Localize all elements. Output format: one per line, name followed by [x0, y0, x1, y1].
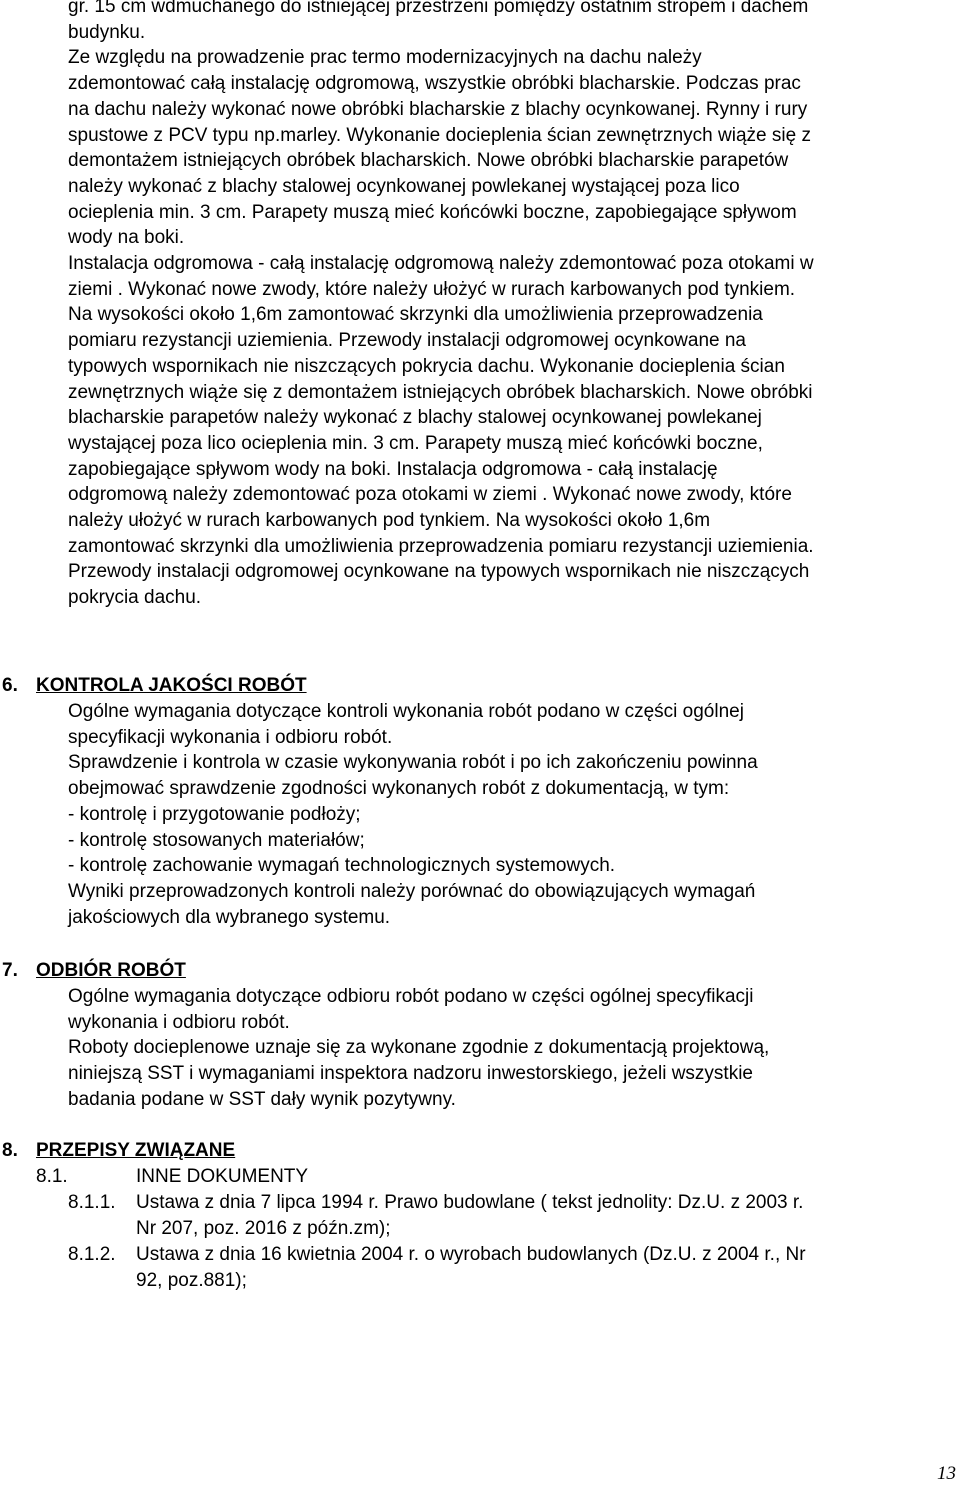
text-line: Ustawa z dnia 16 kwietnia 2004 r. o wyrobach budowlanych (Dz.U. z 2004 r., Nr: [136, 1244, 806, 1265]
list-item: - kontrolę zachowanie wymagań technologicznych systemowych.: [68, 855, 616, 877]
text-line: Roboty docieplenowe uznaje się za wykonane zgodnie z dokumentacją projektową,: [68, 1037, 770, 1059]
continuation-paragraph: [68, 0, 948, 611]
text-line: Nr 207, poz. 2016 z późn.zm);: [136, 1217, 391, 1239]
page-number: 13: [937, 1463, 956, 1484]
text-line: spustowe z PCV typu np.marley. Wykonanie docieplenia ścian zewnętrznych wiąże się z: [68, 124, 811, 146]
text-line: zapobiegające spływom wody na boki. Instalacja odgromowa - całą instalację: [68, 458, 718, 480]
text-line: Sprawdzenie i kontrola w czasie wykonywania robót i po ich zakończeniu powinna: [68, 752, 758, 774]
subsection-number: 8.1.: [36, 1166, 68, 1187]
text-line: gr. 15 cm wdmuchanego do istniejącej przestrzeni pomiędzy ostatnim stropem i dachem: [68, 0, 809, 17]
item-number: 8.1.1.: [68, 1192, 116, 1213]
list-item: - kontrolę stosowanych materiałów;: [68, 829, 365, 851]
text-line: badania podane w SST dały wynik pozytywny.: [68, 1088, 456, 1110]
section-heading: [0, 958, 960, 984]
section-number: 6.: [2, 675, 18, 696]
text-line: wody na boki.: [68, 227, 185, 249]
text-line: należy wykonać z blachy stalowej ocynkowanej powlekanej wystającej poza lico: [68, 175, 740, 197]
text-line: odgromową należy zdemontować poza otokami w ziemi . Wykonać nowe zwody, które: [68, 484, 792, 506]
text-line: Ogólne wymagania dotyczące odbioru robót podano w części ogólnej specyfikacji: [68, 986, 754, 1007]
text-line: wykonania i odbioru robót.: [68, 1011, 290, 1033]
text-line: jakościowych dla wybranego systemu.: [68, 906, 391, 928]
section-6: [0, 673, 960, 928]
section-number: 7.: [2, 960, 18, 981]
text-line: wystającej poza lico ocieplenia min. 3 cm. Parapety muszą mieć końcówki boczne,: [68, 432, 763, 454]
text-line: demontażem istniejących obróbek blacharskich. Nowe obróbki blacharskie parapetów: [68, 150, 789, 172]
section-number: 8.: [2, 1140, 18, 1161]
text-line: ocieplenia min. 3 cm. Parapety muszą mieć końcówki boczne, zapobiegające spływom: [68, 201, 797, 223]
text-line: Wyniki przeprowadzonych kontroli należy porównać do obowiązujących wymagań: [68, 880, 756, 902]
text-line: Na wysokości około 1,6m zamontować skrzynki dla umożliwienia przeprowadzenia: [68, 304, 763, 326]
section-body: [68, 699, 948, 930]
text-line: na dachu należy wykonać nowe obróbki blacharskie z blachy ocynkowanej. Rynny i rury: [68, 98, 808, 120]
text-line: zdemontować całą instalację odgromową, wszystkie obróbki blacharskie. Podczas prac: [68, 73, 801, 95]
text-line: Przewody instalacji odgromowej ocynkowane na typowych wspornikach nie niszczących: [68, 561, 810, 583]
text-line: specyfikacji wykonania i odbioru robót.: [68, 726, 393, 748]
text-line: 92, poz.881);: [136, 1269, 247, 1291]
section-title: ODBIÓR ROBÓT: [36, 960, 186, 981]
text-line: należy ułożyć w rurach karbowanych pod tynkiem. Na wysokości około 1,6m: [68, 510, 711, 532]
section-title: PRZEPISY ZWIĄZANE: [36, 1140, 236, 1161]
text-line: Ustawa z dnia 7 lipca 1994 r. Prawo budowlane ( tekst jednolity: Dz.U. z 2003 r.: [136, 1192, 804, 1213]
text-line: zewnętrznych wiąże się z demontażem istniejących obróbek blacharskich. Nowe obróbki: [68, 381, 813, 403]
text-line: pomiaru rezystancji uziemienia. Przewody instalacji odgromowej ocynkowane na: [68, 330, 746, 352]
section-8: [0, 1138, 960, 1291]
section-title: KONTROLA JAKOŚCI ROBÓT: [36, 675, 307, 696]
item-text: [136, 1242, 946, 1293]
text-line: ziemi . Wykonać nowe zwody, które należy ułożyć w rurach karbowanych pod tynkiem.: [68, 278, 796, 300]
text-line: typowych wspornikach nie niszczących pokrycia dachu. Wykonanie docieplenia ścian: [68, 355, 785, 377]
section-heading: [0, 673, 960, 699]
text-line: budynku.: [68, 21, 146, 43]
text-line: niniejszą SST i wymaganiami inspektora nadzoru inwestorskiego, jeżeli wszystkie: [68, 1063, 754, 1085]
text-line: Instalacja odgromowa - całą instalację odgromową należy zdemontować poza otokami w: [68, 253, 814, 275]
subsection-title: INNE DOKUMENTY: [136, 1166, 309, 1187]
text-line: Ogólne wymagania dotyczące kontroli wykonania robót podano w części ogólnej: [68, 701, 744, 722]
section-heading: [0, 1138, 960, 1164]
section-7: [0, 958, 960, 1110]
text-line: zamontować skrzynki dla umożliwienia przeprowadzenia pomiaru rezystancji uziemienia.: [68, 535, 814, 557]
text-line: Ze względu na prowadzenie prac termo modernizacyjnych na dachu należy: [68, 47, 702, 69]
text-line: blacharskie parapetów należy wykonać z blachy stalowej ocynkowanej powlekanej: [68, 407, 762, 429]
text-line: pokrycia dachu.: [68, 587, 202, 609]
item-number: 8.1.2.: [68, 1244, 116, 1265]
list-item: - kontrolę i przygotowanie podłoży;: [68, 803, 361, 825]
section-body: [68, 984, 948, 1113]
item-text: [136, 1190, 946, 1241]
text-line: obejmować sprawdzenie zgodności wykonanych robót z dokumentacją, w tym:: [68, 778, 730, 800]
